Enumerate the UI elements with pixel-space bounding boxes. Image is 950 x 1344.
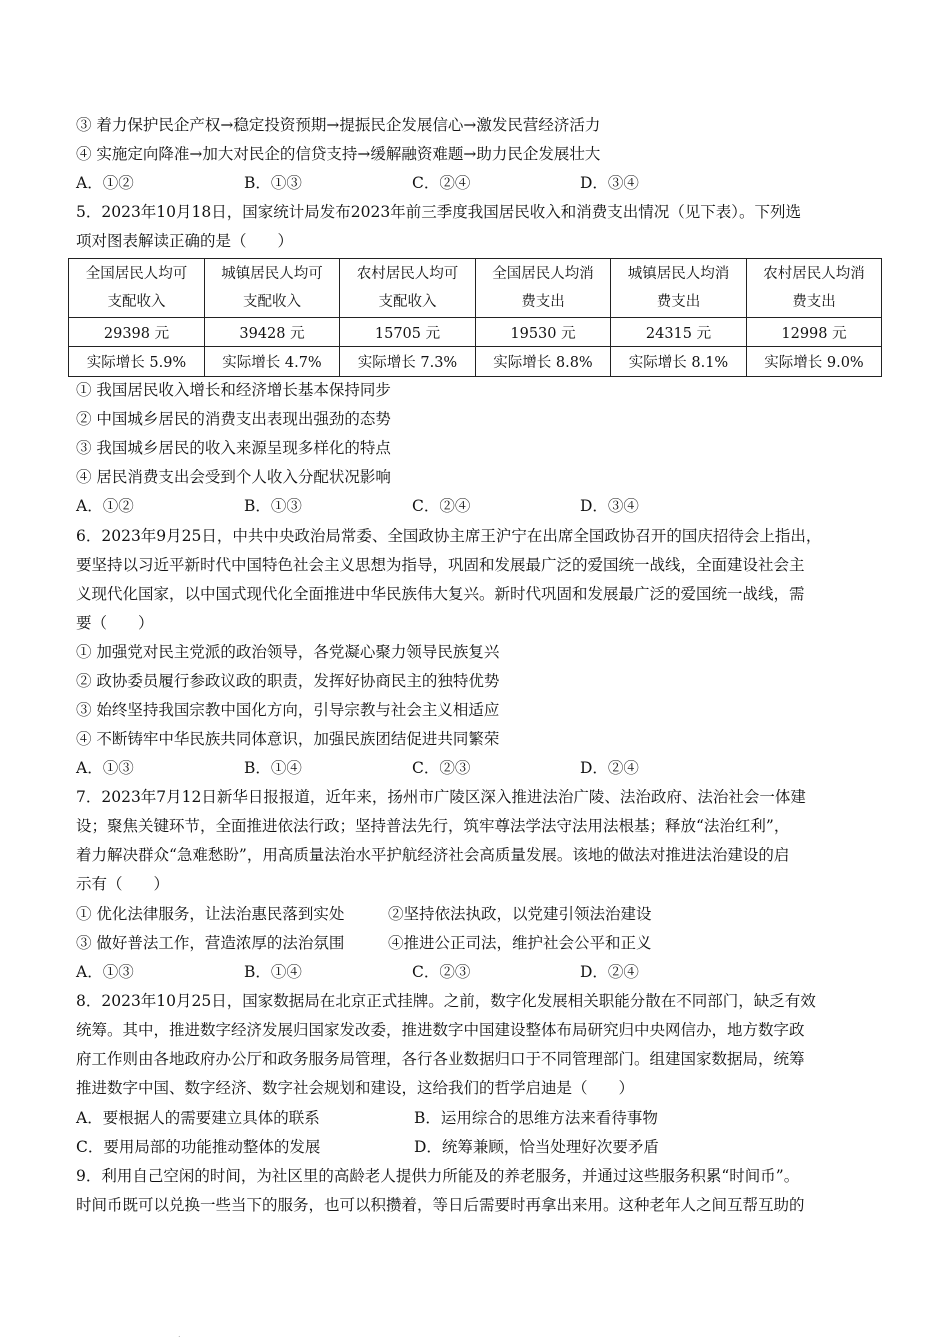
table-cell: 39428 元	[205, 318, 340, 347]
q7-stem-line4: 示有（ ）	[76, 875, 170, 893]
q7-option-d[interactable]: D．②④	[580, 963, 639, 981]
q6-option-a[interactable]: A．①③	[76, 759, 134, 777]
q5-stem-line1: 5．2023年10月18日，国家统计局发布2023年前三季度我国居民收入和消费支出情况（见下表）。下列选	[76, 203, 801, 221]
q6-statement-1: ① 加强党对民主党派的政治领导，各党凝心聚力领导民族复兴	[76, 643, 500, 661]
q4-options	[76, 171, 876, 195]
q5-option-b[interactable]: B．①③	[244, 497, 302, 515]
q8-option-c[interactable]: C．要用局部的功能推动整体的发展	[76, 1138, 321, 1156]
table-growth-row	[69, 347, 882, 377]
q8-stem-line1: 8．2023年10月25日，国家数据局在北京正式挂牌。之前，数字化发展相关职能分散在不同部门，缺乏有效	[76, 992, 816, 1010]
q7-statement-1: ① 优化法律服务，让法治惠民落到实处	[76, 905, 345, 923]
q8-option-b[interactable]: B．运用综合的思维方法来看待事物	[414, 1109, 658, 1127]
q6-option-d[interactable]: D．②④	[580, 759, 639, 777]
q8-options-row2	[76, 1135, 876, 1159]
q6-option-c[interactable]: C．②③	[412, 759, 471, 777]
q6-statement-2: ② 政协委员履行参政议政的职责，发挥好协商民主的独特优势	[76, 672, 500, 690]
q9-stem-line2: 时间币既可以兑换一些当下的服务，也可以积攒着，等日后需要时再拿出来用。这种老年人之间互帮互助的	[76, 1196, 805, 1214]
q8-stem-line3: 府工作则由各地政府办公厅和政务服务局管理，各行各业数据归口于不同管理部门。组建国家数据局，统筹	[76, 1050, 805, 1068]
table-value-row	[69, 318, 882, 347]
table-header-cell: 农村居民人均可 支配收入	[340, 259, 476, 318]
q5-statement-3: ③ 我国城乡居民的收入来源呈现多样化的特点	[76, 439, 391, 457]
q5-option-a[interactable]: A．①②	[76, 497, 134, 515]
q9-stem-line1: 9．利用自己空闲的时间，为社区里的高龄老人提供力所能及的养老服务，并通过这些服务积累“时间币”。	[76, 1167, 800, 1185]
q6-stem-line1: 6．2023年9月25日，中共中央政治局常委、全国政协主席王沪宁在出席全国政协召开的国庆招待会上指出，	[76, 527, 822, 545]
q5-stem-line2: 项对图表解读正确的是（ ）	[76, 232, 294, 250]
table-header-cell: 全国居民人均消 费支出	[476, 259, 611, 318]
q7-statement-4: ④推进公正司法，维护社会公平和正义	[388, 934, 652, 952]
q7-option-b[interactable]: B．①④	[244, 963, 302, 981]
q4-option-c[interactable]: C．②④	[412, 174, 471, 192]
table-cell: 实际增长 8.1%	[611, 347, 747, 377]
q6-options	[76, 756, 876, 780]
table-header-cell: 城镇居民人均可 支配收入	[205, 259, 340, 318]
q8-stem-line4: 推进数字中国、数字经济、数字社会规划和建设，这给我们的哲学启迪是（ ）	[76, 1079, 635, 1097]
q6-statement-3: ③ 始终坚持我国宗教中国化方向，引导宗教与社会主义相适应	[76, 701, 500, 719]
table-cell: 29398 元	[69, 318, 205, 347]
table-header-cell: 农村居民人均消 费支出	[747, 259, 882, 318]
q4-statement-4: ④ 实施定向降准→加大对民企的信贷支持→缓解融资难题→助力民企发展壮大	[76, 145, 601, 163]
q4-option-d[interactable]: D．③④	[580, 174, 639, 192]
q7-statement-3: ③ 做好普法工作，营造浓厚的法治氛围	[76, 934, 345, 952]
q5-statement-1: ① 我国居民收入增长和经济增长基本保持同步	[76, 381, 391, 399]
q7-options	[76, 960, 876, 984]
q5-options	[76, 494, 876, 518]
q7-stem-line1: 7．2023年7月12日新华日报报道，近年来，扬州市广陵区深入推进法治广陵、法治政府、法治社会一体建	[76, 788, 806, 806]
q7-statements-row1	[76, 902, 876, 926]
q6-statement-4: ④ 不断铸牢中华民族共同体意识，加强民族团结促进共同繁荣	[76, 730, 500, 748]
q8-options-row1	[76, 1106, 876, 1130]
q8-option-d[interactable]: D．统筹兼顾，恰当处理好次要矛盾	[414, 1138, 659, 1156]
table-cell: 19530 元	[476, 318, 611, 347]
q4-option-a[interactable]: A．①②	[76, 174, 134, 192]
q8-stem-line2: 统筹。其中，推进数字经济发展归国家发改委，推进数字中国建设整体布局研究归中央网信办，地方数字政	[76, 1021, 805, 1039]
footer-mark: .	[178, 1330, 181, 1339]
q6-stem-line3: 义现代化国家，以中国式现代化全面推进中华民族伟大复兴。新时代巩固和发展最广泛的爱国统一战线，需	[76, 585, 805, 603]
q5-statement-2: ② 中国城乡居民的消费支出表现出强劲的态势	[76, 410, 391, 428]
table-cell: 24315 元	[611, 318, 747, 347]
q7-statements-row2	[76, 931, 876, 955]
q7-stem-line2: 设；聚焦关键环节，全面推进依法行政；坚持普法先行，筑牢尊法学法守法用法根基；释放“法治红利”，	[76, 817, 790, 835]
table-header-row	[69, 259, 882, 318]
table-cell: 实际增长 8.8%	[476, 347, 611, 377]
q5-option-c[interactable]: C．②④	[412, 497, 471, 515]
table-header-cell: 全国居民人均可 支配收入	[69, 259, 205, 318]
table-cell: 12998 元	[747, 318, 882, 347]
q6-stem-line2: 要坚持以习近平新时代中国特色社会主义思想为指导，巩固和发展最广泛的爱国统一战线，全面建设社会主	[76, 556, 805, 574]
q6-option-b[interactable]: B．①④	[244, 759, 302, 777]
q5-statement-4: ④ 居民消费支出会受到个人收入分配状况影响	[76, 468, 391, 486]
table-cell: 实际增长 9.0%	[747, 347, 882, 377]
q7-statement-2: ②坚持依法执政，以党建引领法治建设	[388, 905, 652, 923]
table-cell: 15705 元	[340, 318, 476, 347]
q5-option-d[interactable]: D．③④	[580, 497, 639, 515]
table-cell: 实际增长 7.3%	[340, 347, 476, 377]
table-cell: 实际增长 4.7%	[205, 347, 340, 377]
q8-option-a[interactable]: A．要根据人的需要建立具体的联系	[76, 1109, 320, 1127]
q4-statement-3: ③ 着力保护民企产权→稳定投资预期→提振民企发展信心→激发民营经济活力	[76, 116, 601, 134]
q7-stem-line3: 着力解决群众“急难愁盼”，用高质量法治水平护航经济社会高质量发展。该地的做法对推进法治建设的启	[76, 846, 790, 864]
q7-option-a[interactable]: A．①③	[76, 963, 134, 981]
table-header-cell: 城镇居民人均消 费支出	[611, 259, 747, 318]
income-consumption-table	[68, 258, 882, 377]
table-cell: 实际增长 5.9%	[69, 347, 205, 377]
q7-option-c[interactable]: C．②③	[412, 963, 471, 981]
q4-option-b[interactable]: B．①③	[244, 174, 302, 192]
q6-stem-line4: 要（ ）	[76, 614, 154, 632]
